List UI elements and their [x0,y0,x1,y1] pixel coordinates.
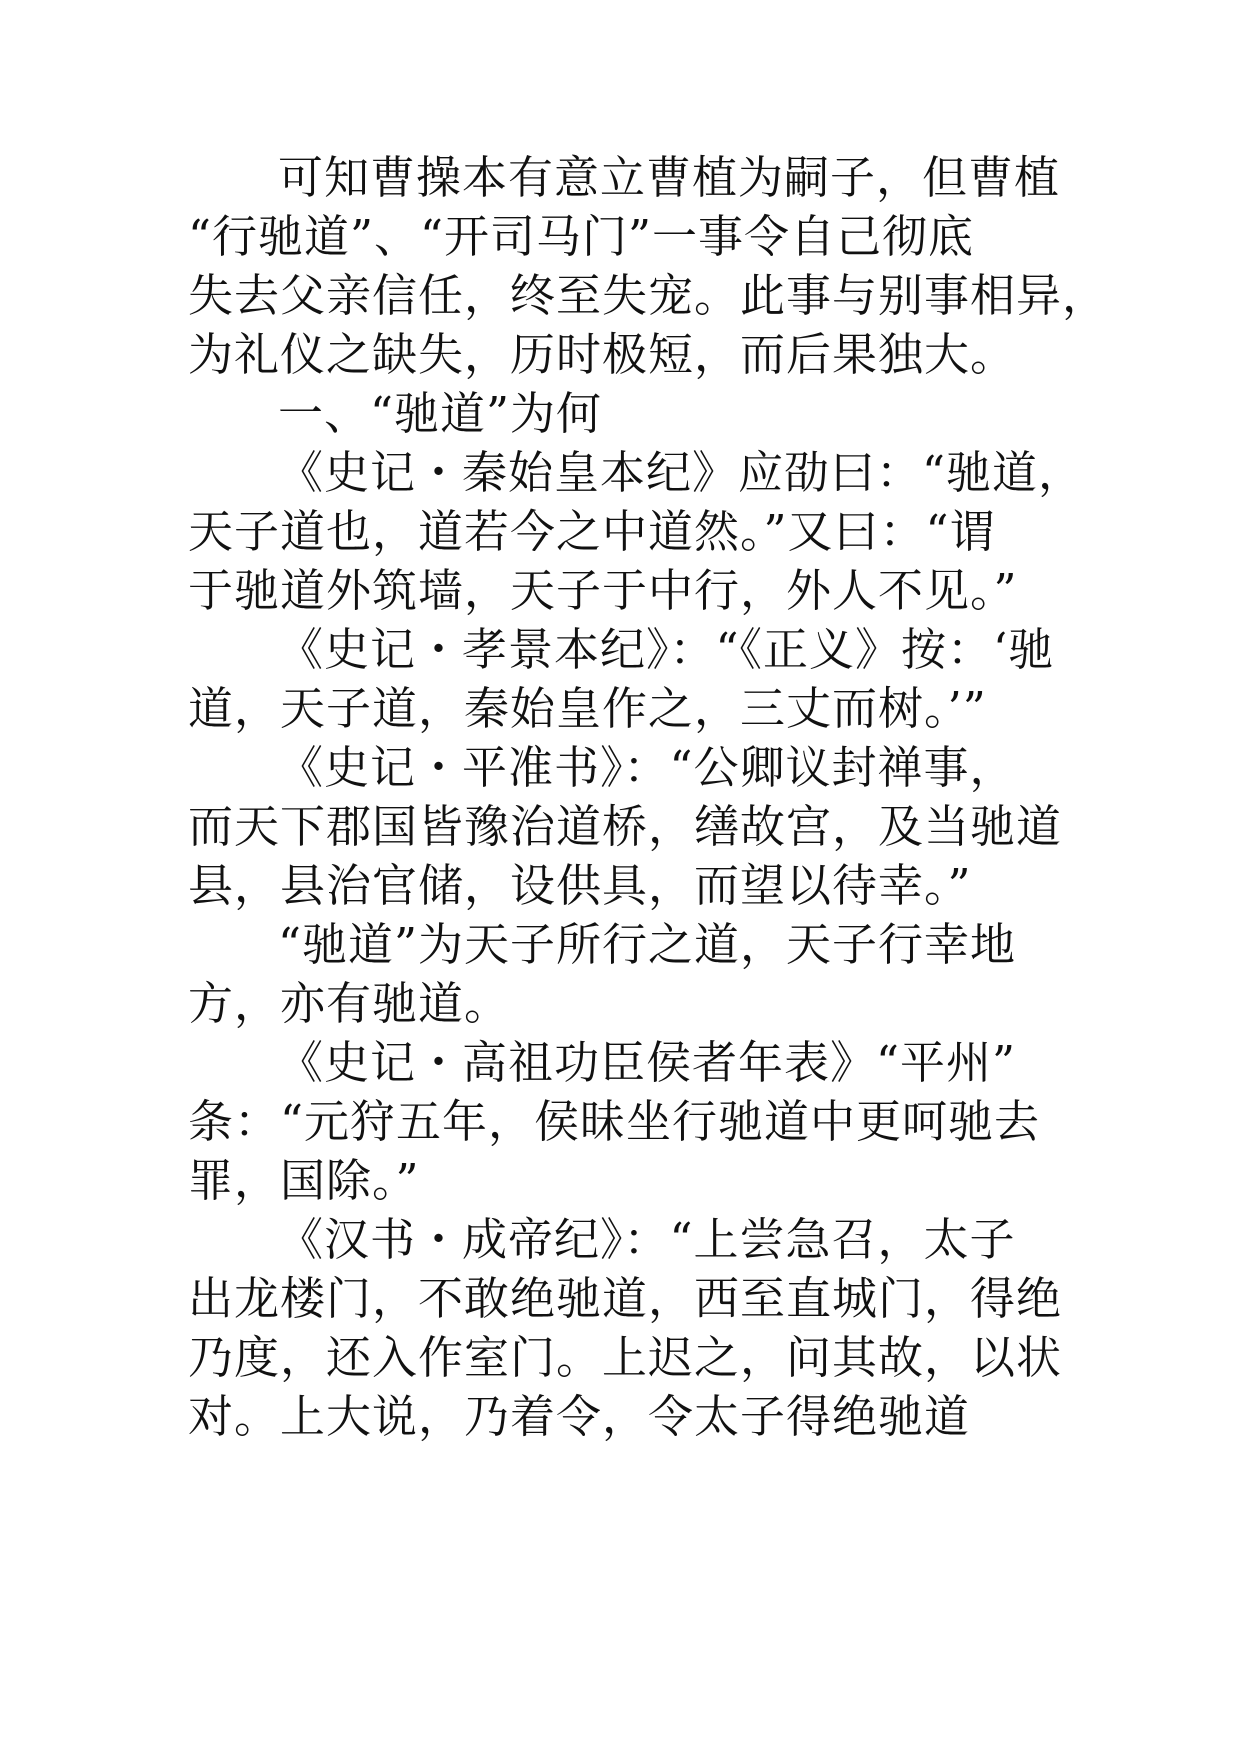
text-line: 对。上大说，乃着令，令太子得绝驰道 [188,1390,971,1443]
text-line: 道，天子道，秦始皇作之，三丈而树。’” [188,682,987,735]
text-line: 天子道也，道若今之中道然。”又曰：“谓 [188,505,996,558]
text-line: 而天下郡国皆豫治道桥，缮故宫，及当驰道 [188,800,1063,853]
text-line: “行驰道”、“开司马门”一事令自己彻底 [188,210,975,263]
text-line: 失去父亲信任，终至失宠。此事与别事相异， [188,269,1109,322]
text-line: 一、“驰道”为何 [278,387,603,440]
text-line: 方，亦有驰道。 [188,977,511,1030]
text-line: 《史记・高祖功臣侯者年表》“平州” [278,1036,1017,1089]
text-line: 县，县治官储，设供具，而望以待幸。” [188,859,972,912]
text-line: “驰道”为天子所行之道，天子行幸地 [278,918,1017,971]
text-line: 条：“元狩五年，侯昧坐行驰道中更呵驰去 [188,1095,1041,1148]
text-line: 出龙楼门，不敢绝驰道，西至直城门，得绝 [188,1272,1063,1325]
text-line: 《史记・秦始皇本纪》应劭曰：“驰道， [278,446,1085,499]
text-line: 乃度，还入作室门。上迟之，问其故，以状 [188,1331,1063,1384]
text-line: 《史记・平准书》：“公卿议封禅事， [278,741,1016,794]
text-line: 罪，国除。” [188,1154,420,1207]
text-line: 可知曹操本有意立曹植为嗣子，但曹植 [278,151,1061,204]
text-line: 于驰道外筑墙，天子于中行，外人不见。” [188,564,1018,617]
body-text [188,148,1109,1446]
text-line: 《史记・孝景本纪》：“《正义》按：‘驰 [278,623,1055,676]
text-line: 《汉书・成帝纪》：“上尝急召，太子 [278,1213,1016,1266]
text-line: 为礼仪之缺失，历时极短，而后果独大。 [188,328,1017,381]
